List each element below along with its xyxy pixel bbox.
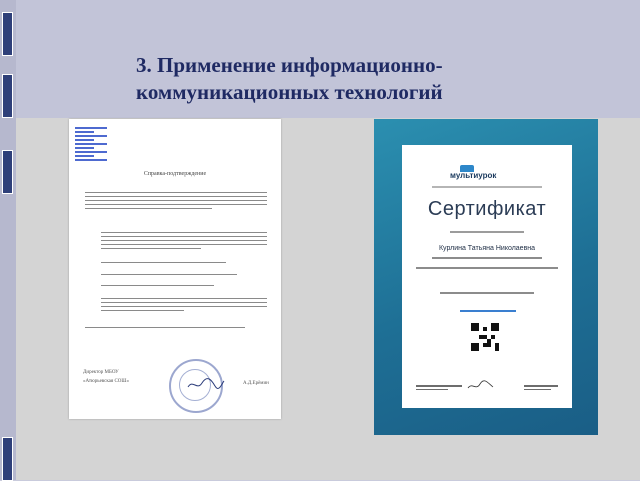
certificate-footer-right [524,383,558,392]
certificate-signature-mark [466,379,496,393]
reference-letter-list-4 [101,282,267,289]
reference-letter-closing [85,324,267,331]
reference-letter-paragraph [85,189,267,212]
slide-title-line-2: коммуникационных технологий [136,80,443,104]
certificate-subtitle [450,231,524,233]
slide-title-line-1: 3. Применение информационно- [136,53,443,77]
reference-letter-signer-name: А.Д.Ерёмин [243,381,269,386]
reference-letter-signer-position: Директор МБОУ «Атюрьевская СОШ» [83,370,129,384]
reference-letter-list-2 [101,259,267,266]
slide-tab-3 [2,150,13,194]
reference-letter-list-3 [101,271,267,278]
certificate-recipient: Курлина Татьяна Николаевна [438,245,536,252]
reference-letter-list-5 [101,295,267,314]
slide-left-bar [0,0,16,480]
slide-tab-1 [2,12,13,56]
reference-letter-heading: Справка-подтверждение [143,171,207,177]
certificate-text-line-1 [432,257,542,259]
slide-tab-4 [2,437,13,481]
certificate-image [402,145,572,408]
certificate-footer-left [416,383,462,392]
slide-title [136,52,626,106]
certificate-tagline [432,186,542,188]
certificate-verify-link [460,310,516,312]
certificate-title: Сертификат [427,198,547,220]
reference-letter-image [69,119,281,419]
slide-tab-2 [2,74,13,118]
certificate-brand: мультиурок [450,171,497,180]
signature-mark [187,377,225,391]
certificate-text-line-2 [416,267,558,269]
letterhead-stamp [75,125,107,189]
reference-letter-list-1 [101,229,267,252]
qr-code-icon [471,323,499,351]
certificate-text-line-3 [440,292,534,294]
